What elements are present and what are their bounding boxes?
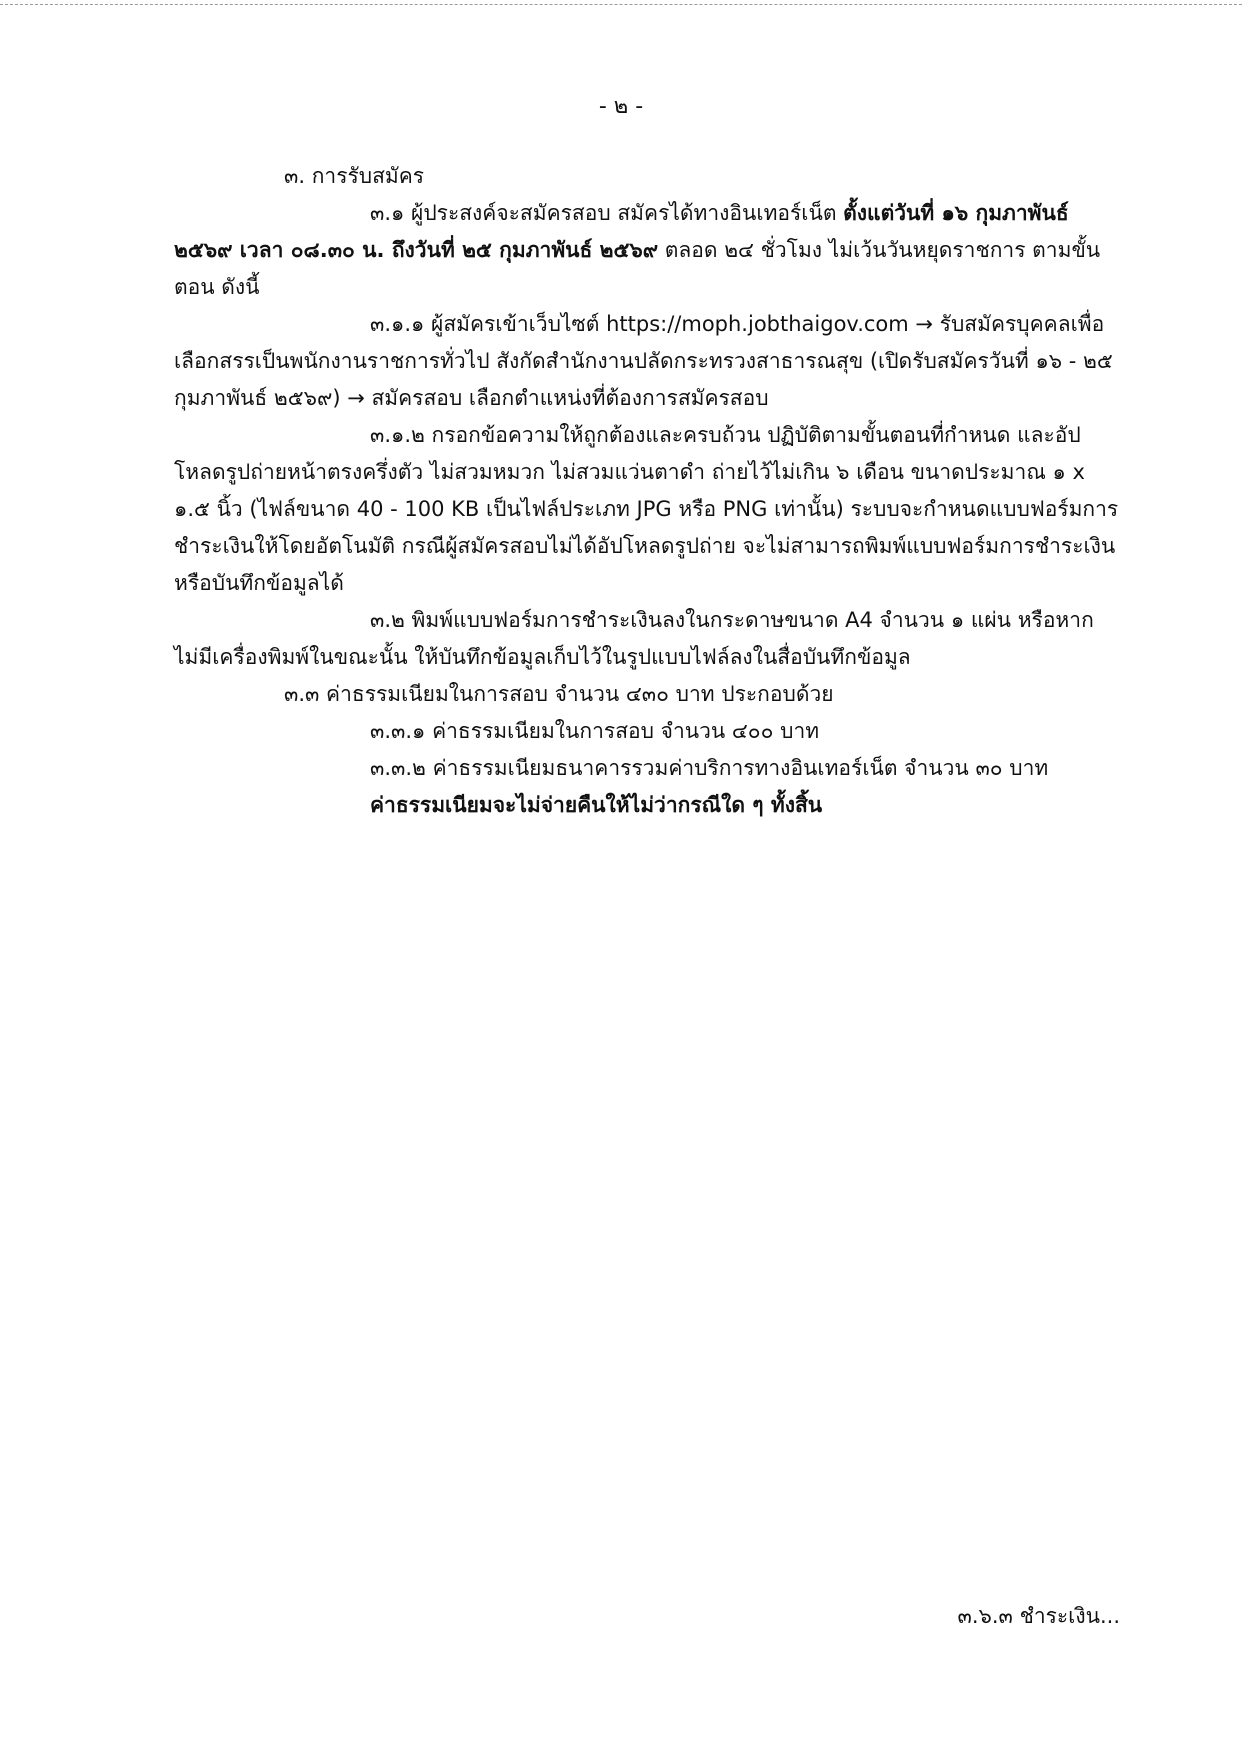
para-3-3-1: ๓.๓.๑ ค่าธรรมเนียมในการสอบ จำนวน ๔๐๐ บาท xyxy=(370,719,820,743)
para-3-1 xyxy=(174,195,1120,306)
para-3-1-2: ๓.๑.๒ กรอกข้อความให้ถูกต้องและครบถ้วน ปฏิบัติตามขั้นตอนที่กำหนด และอัปโหลดรูปถ่ายหน้าตรงครึ่งตัว ไม่สวมหมวก ไม่สวมแว่นตาดำ ถ่ายไว้ไม่เกิน ๖ เดือน ขนาดประมาณ ๑ x ๑.๕ นิ้ว (ไฟล์ขนาด 40 - 100 KB เป็นไฟล์ประเภท JPG หรือ PNG เท่านั้น) ระบบจะกำหนดแบบฟอร์มการชำระเงินให้โดยอัตโนมัติ กรณีผู้สมัครสอบไม่ได้อัปโหลดรูปถ่าย จะไม่สามารถพิมพ์แบบฟอร์มการชำระเงินหรือบันทึกข้อมูลได้ xyxy=(174,423,1119,595)
para-3-3-2: ๓.๓.๒ ค่าธรรมเนียมธนาคารรวมค่าบริการทางอินเทอร์เน็ต จำนวน ๓๐ บาท xyxy=(370,756,1049,780)
section-heading: ๓. การรับสมัคร xyxy=(284,164,425,188)
para-3-1-1: ๓.๑.๑ ผู้สมัครเข้าเว็บไซต์ https://moph.jobthaigov.com → รับสมัครบุคคลเพื่อเลือกสรรเป็นพนักงานราชการทั่วไป สังกัดสำนักงานปลัดกระทรวงสาธารณสุข (เปิดรับสมัครวันที่ ๑๖ - ๒๕ กุมภาพันธ์ ๒๕๖๙) → สมัครสอบ เลือกตำแหน่งที่ต้องการสมัครสอบ xyxy=(174,312,1113,410)
continuation-footer: ๓.๖.๓ ชำระเงิน... xyxy=(957,1604,1120,1628)
para-3-1-dates: ตั้งแต่วันที่ ๑๖ กุมภาพันธ์ ๒๕๖๙ เวลา ๐๘.๓๐ น. ถึงวันที่ ๒๕ กุมภาพันธ์ ๒๕๖๙ xyxy=(174,201,1069,262)
document-body xyxy=(174,158,1120,824)
para-3-1-tail: ตลอด ๒๔ ชั่วโมง ไม่เว้นวันหยุดราชการ ตามขั้นตอน ดังนี้ xyxy=(174,238,1101,299)
fee-note: ค่าธรรมเนียมจะไม่จ่ายคืนให้ไม่ว่ากรณีใด ๆ ทั้งสิ้น xyxy=(370,793,823,817)
para-3-1-text: ๓.๑ ผู้ประสงค์จะสมัครสอบ สมัครได้ทางอินเทอร์เน็ต xyxy=(370,201,844,225)
para-3-2: ๓.๒ พิมพ์แบบฟอร์มการชำระเงินลงในกระดาษขนาด A4 จำนวน ๑ แผ่น หรือหากไม่มีเครื่องพิมพ์ในขณะนั้น ให้บันทึกข้อมูลเก็บไว้ในรูปแบบไฟล์ลงในสื่อบันทึกข้อมูล xyxy=(174,608,1094,669)
top-rule xyxy=(0,4,1242,5)
page-number: - ๒ - xyxy=(598,94,644,119)
para-3-3: ๓.๓ ค่าธรรมเนียมในการสอบ จำนวน ๔๓๐ บาท ประกอบด้วย xyxy=(284,682,834,706)
